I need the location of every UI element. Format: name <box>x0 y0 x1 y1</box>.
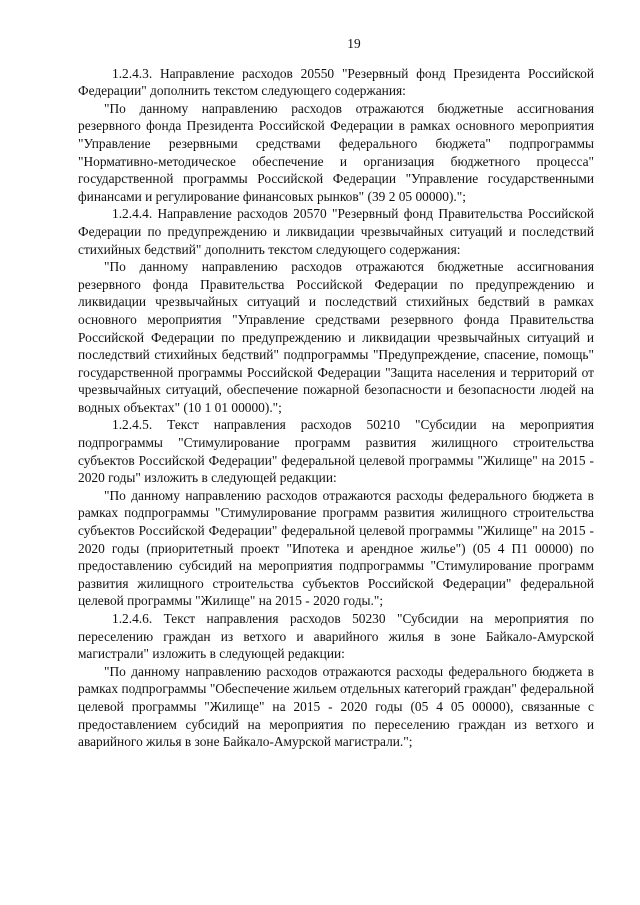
clause-1-2-4-4-text: "По данному направлению расходов отражаются бюджетные ассигнования резервного фонда Правительства Российской Федерации по предупреждению и ликвидации чрезвычайных ситуаций и последствий стихийных бедствий в рамках основного мероприятия "Управление средствами резервного фонда Правительства Российской Федерации по предупреждению и ликвидации чрезвычайных ситуаций и последствий стихийных бедствий" подпрограммы "Предупреждение, спасение, помощь" государственной программы Российской Федерации "Защита населения и территорий от чрезвычайных ситуаций, обеспечение пожарной безопасности и безопасности людей на водных объектах" (10 1 01 00000)."; <box>78 259 594 415</box>
clause-1-2-4-4: 1.2.4.4. Направление расходов 20570 "Резервный фонд Правительства Российской Федерации по предупреждению и ликвидации чрезвычайных ситуаций и последствий стихийных бедствий" дополнить текстом следующего содержания: <box>78 206 594 257</box>
clause-1-2-4-3-text: "По данному направлению расходов отражаются бюджетные ассигнования резервного фонда Президента Российской Федерации в рамках основного мероприятия "Управление резервными средствами федерального бюджета" подпрограммы "Нормативно-методическое обеспечение и организация бюджетного процесса" государственной программы Российской Федерации "Управление государственными финансами и регулирование финансовых рынков" (39 2 05 00000)."; <box>78 100 594 204</box>
clause-1-2-4-6-text: "По данному направлению расходов отражаются расходы федерального бюджета в рамках подпрограммы "Обеспечение жильем отдельных категорий граждан" федеральной целевой программы "Жилище" на 2015 - 2020 годы (05 4 05 00000), связанные с предоставлением субсидий на мероприятия по переселению граждан из ветхого и аварийного жилья в зоне Байкало-Амурской магистрали."; <box>78 663 594 750</box>
clause-1-2-4-3: 1.2.4.3. Направление расходов 20550 "Резервный фонд Президента Российской Федерации" дополнить текстом следующего содержания: <box>78 65 594 99</box>
clause-1-2-4-5-text: "По данному направлению расходов отражаются расходы федерального бюджета в рамках подпрограммы "Стимулирование программ развития жилищного строительства субъектов Российской Федерации" федеральной целевой программы "Жилище" на 2015 - 2020 годы (приоритетный проект "Ипотека и арендное жилье") (05 4 П1 00000) по предоставлению субсидий на мероприятия подпрограммы "Стимулирование программ развития жилищного строительства субъектов Российской Федерации" федеральной целевой программы "Жилище" на 2015 - 2020 годы."; <box>78 487 594 609</box>
clause-1-2-4-6: 1.2.4.6. Текст направления расходов 50230 "Субсидии на мероприятия по переселению граждан из ветхого и аварийного жилья в зоне Байкало-Амурской магистрали" изложить в следующей редакции: <box>78 611 594 662</box>
page-number: 19 <box>347 36 361 51</box>
clause-1-2-4-5: 1.2.4.5. Текст направления расходов 50210 "Субсидии на мероприятия подпрограммы "Стимулирование программ развития жилищного строительства субъектов Российской Федерации" федеральной целевой программы "Жилище" на 2015 - 2020 годы" изложить в следующей редакции: <box>78 417 594 486</box>
